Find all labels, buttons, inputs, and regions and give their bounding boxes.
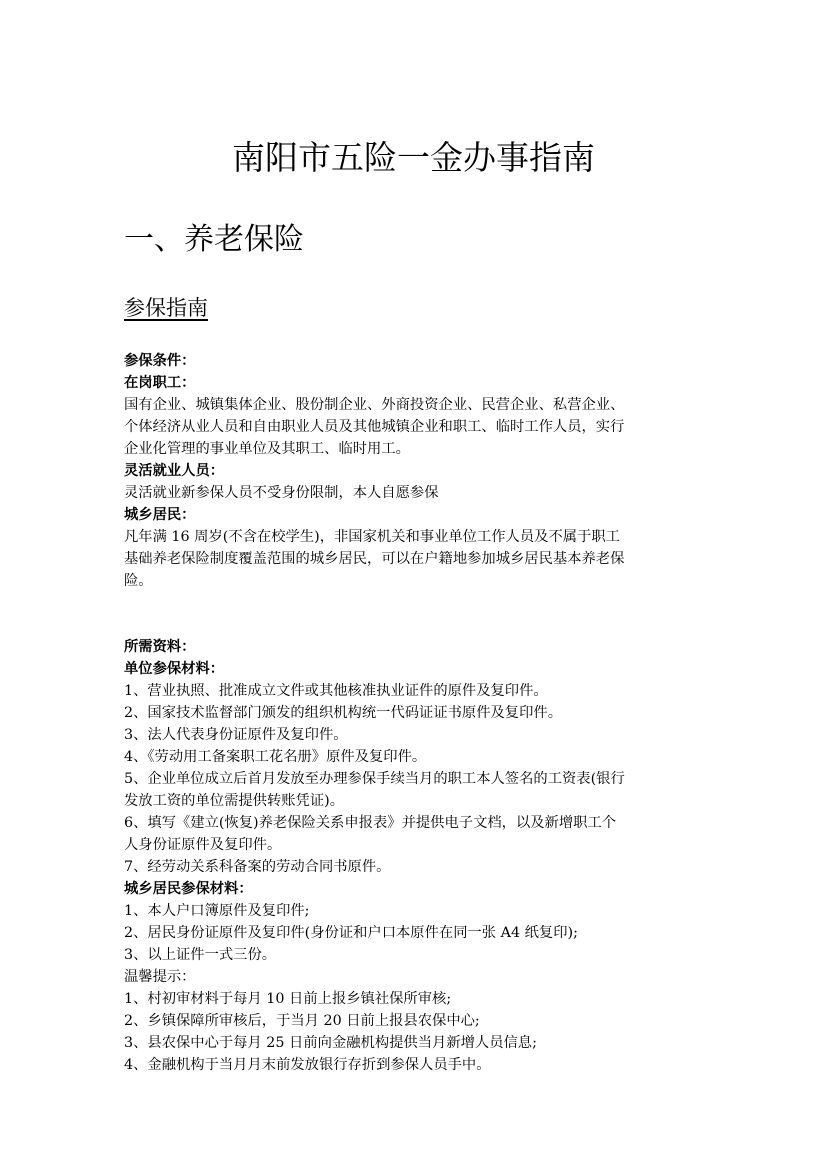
section-spacer bbox=[124, 592, 714, 636]
list-item: 7、经劳动关系科备案的劳动合同书原件。 bbox=[124, 859, 391, 875]
paragraph-line: 个体经济从业人员和自由职业人员及其他城镇企业和职工、临时工作人员，实行 bbox=[124, 419, 625, 435]
list-item: 3、以上证件一式三份。 bbox=[124, 947, 277, 963]
paragraph-line: 凡年满 16 周岁(不含在校学生)，非国家机关和事业单位工作人员及不属于职工 bbox=[124, 529, 620, 545]
materials-heading: 所需资料： bbox=[124, 639, 196, 655]
paragraph-line: 国有企业、城镇集体企业、股份制企业、外商投资企业、民营企业、私营企业、 bbox=[124, 397, 625, 413]
flexible-label: 灵活就业人员： bbox=[124, 463, 225, 479]
residents-label: 城乡居民： bbox=[124, 507, 196, 523]
list-item: 1、营业执照、批准成立文件或其他核准执业证件的原件及复印件。 bbox=[124, 683, 548, 699]
list-item: 1、村初审材料于每月 10 日前上报乡镇社保所审核; bbox=[124, 991, 452, 1007]
resident-materials-label: 城乡居民参保材料： bbox=[124, 881, 253, 897]
subsection-heading: 参保指南 bbox=[124, 296, 208, 320]
list-item: 发放工资的单位需提供转账凭证)。 bbox=[124, 793, 345, 809]
list-item: 3、县农保中心于每月 25 日前向金融机构提供当月新增人员信息; bbox=[124, 1035, 537, 1051]
paragraph-line: 企业化管理的事业单位及其职工、临时用工。 bbox=[124, 441, 410, 457]
list-item: 人身份证原件及复印件。 bbox=[124, 837, 282, 853]
list-item: 2、居民身份证原件及复印件(身份证和户口本原件在同一张 A4 纸复印); bbox=[124, 925, 578, 941]
list-item: 2、国家技术监督部门颁发的组织机构统一代码证证书原件及复印件。 bbox=[124, 705, 562, 721]
list-item: 4、《劳动用工备案职工花名册》原件及复印件。 bbox=[124, 749, 427, 765]
list-item: 5、企业单位成立后首月发放至办理参保手续当月的职工本人签名的工资表(银行 bbox=[124, 771, 625, 787]
document-title: 南阳市五险一金办事指南 bbox=[232, 138, 595, 177]
list-item: 2、乡镇保障所审核后，于当月 20 日前上报县农保中心; bbox=[124, 1013, 480, 1029]
conditions-heading: 参保条件： bbox=[124, 353, 196, 369]
list-item: 6、填写《建立(恢复)养老保险关系申报表》并提供电子文档，以及新增职工个 bbox=[124, 815, 617, 831]
paragraph-line: 险。 bbox=[124, 573, 153, 589]
list-item: 3、法人代表身份证原件及复印件。 bbox=[124, 727, 348, 743]
paragraph-line: 基础养老保险制度覆盖范围的城乡居民，可以在户籍地参加城乡居民基本养老保 bbox=[124, 551, 625, 567]
list-item: 1、本人户口簿原件及复印件; bbox=[124, 903, 310, 919]
list-item: 4、金融机构于当月月末前发放银行存折到参保人员手中。 bbox=[124, 1057, 491, 1073]
document-body bbox=[124, 350, 714, 1076]
paragraph-line: 灵活就业新参保人员不受身份限制，本人自愿参保 bbox=[124, 485, 439, 501]
tips-label: 温馨提示： bbox=[124, 969, 196, 985]
unit-materials-label: 单位参保材料： bbox=[124, 661, 225, 677]
employees-label: 在岗职工： bbox=[124, 375, 196, 391]
section-heading: 一、养老保险 bbox=[124, 222, 304, 257]
